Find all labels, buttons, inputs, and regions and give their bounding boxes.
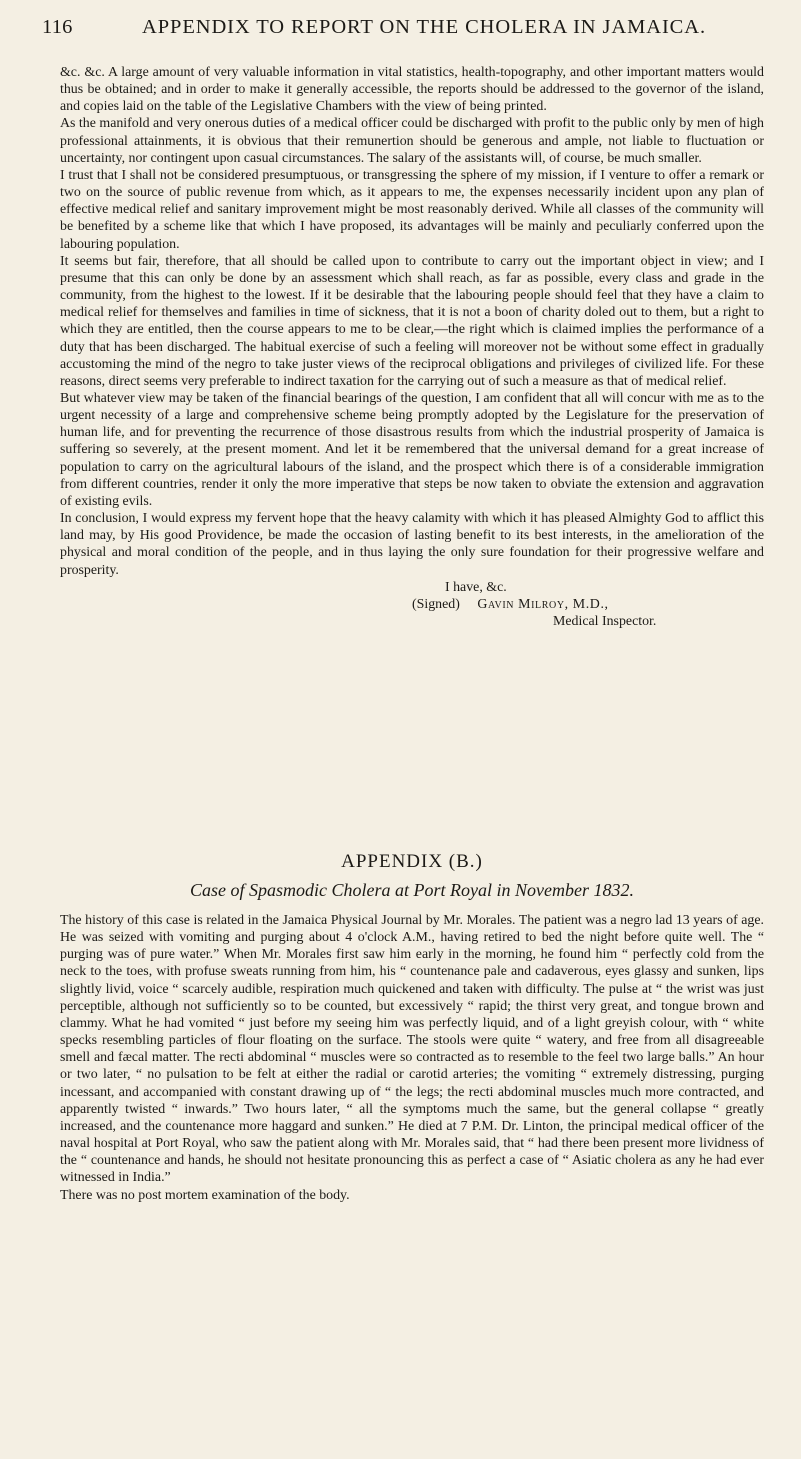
appendix-heading: APPENDIX (B.) [341,851,483,872]
running-header [42,16,764,39]
case-body [60,912,764,1204]
signature-block [60,579,764,630]
signatory-title: Medical Inspector. [553,614,657,629]
paragraph: As the manifold and very onerous duties of a medical officer could be discharged with profit to the public only by men of high professional attainments, it is obvious that their remunertion should be generous and ample, not liable to fluctuation or uncertainty, nor contingent upon casual circumstances. The salary of the assistants will, of course, be much smaller. [60,116,764,166]
report-body [60,64,764,630]
paragraph: It seems but fair, therefore, that all should be called upon to contribute to carry out the important object in view; and I presume that this can only be done by an assessment which shall reach, as far as possible, every class and grade in the community, from the highest to the lowest. If it be desirable that the labouring people should feel that they have a claim to medical relief for themselves and families in time of sickness, that it is not a boon of charity doled out to them, but a right to which they are entitled, then the course appears to me to be clear,—the right which is claimed implies the performance of a duty that has been discharged. The habitual exercise of such a feeling will moreover not be without some effect in gradually accustoming the mind of the negro to take juster views of the reciprocal obligations and privileges of civilized life. For these reasons, direct seems very preferable to indirect taxation for the carrying out of such a measure as that of medical relief. [60,253,764,389]
paragraph: I trust that I shall not be considered presumptuous, or transgressing the sphere of my mission, if I venture to offer a remark or two on the source of public revenue from which, as it appears to me, the expenses necessarily incident upon any plan of effective medical relief and sanitary improvement might be most reasonably derived. While all classes of the community will be benefited by a scheme like that which I have proposed, its advantages will be mainly and peculiarly conferred upon the labouring population. [60,167,764,252]
closing-line: I have, &c. [445,579,507,595]
paragraph: But whatever view may be taken of the financial bearings of the question, I am confident that all will concur with me as to the urgent necessity of a large and comprehensive scheme being promptly adopted by the Legislature for the preservation of human life, and for preventing the recurrence of those disastrous results from which the industrial prosperity of Jamaica is suffering so severely, at the present moment. And let it be remembered that the universal demand for a great increase of population to carry on the agricultural labours of the island, and the prospect which there is of a considerable immigration from different countries, render it only the more imperative that steps be now taken to obviate the extension and aggravation of existing evils. [60,390,764,509]
paragraph: The history of this case is related in the Jamaica Physical Journal by Mr. Morales. The patient was a negro lad 13 years of age. He was seized with vomiting and purging about 4 o'clock A.M., having retired to bed the night before quite well. The “ purging was of pure water.” When Mr. Morales first saw him early in the morning, he found him “ perfectly cold from the neck to the toes, with profuse sweats running from him, his “ countenance pale and cadaverous, eyes glassy and sunken, lips slightly livid, voice “ scarcely audible, respiration much quickened and taken with difficulty. The pulse at “ the wrist was just perceptible, although not sufficiently so to be counted, but excessively “ rapid; the thirst very great, and tongue brown and clammy. What he had vomited “ just before my seeing him was perfectly liquid, and of a light greyish colour, with “ white specks resembling particles of flour floating on the surface. The stools were quite “ watery, and free from all disagreeable smell and fæcal matter. The recti abdominal “ muscles were so contracted as to resemble to the feel two large balls.” An hour or two later, “ no pulsation to be felt at either the radial or carotid arteries; the vomiting “ extremely distressing, purging incessant, and accompanied with constant drawing up of “ the legs; the recti abdominal muscles much more contracted, and apparently twisted “ inwards.” Two hours later, “ all the symptoms much the same, but the general collapse “ greatly increased, and the countenance more haggard and sunken.” He died at 7 P.M. Dr. Linton, the principal medical officer of the naval hospital at Port Royal, who saw the patient along with Mr. Morales said, that “ had there been present more lividness of the “ countenance and hands, he should not hesitate pronouncing this as perfect a case of “ Asiatic cholera as any he had ever witnessed in India.” [60,913,764,1186]
case-title: Case of Spasmodic Cholera at Port Royal in November 1832. [190,880,634,900]
paragraph: There was no post mortem examination of the body. [60,1187,350,1203]
running-title: APPENDIX TO REPORT ON THE CHOLERA IN JAMAICA. [142,16,706,38]
signatory-name: Gavin Milroy, M.D., [477,596,609,612]
paragraph: In conclusion, I would express my fervent hope that the heavy calamity with which it has pleased Almighty God to afflict this land may, by His good Providence, be made the occasion of lasting benefit to its best interests, in the amelioration of the physical and moral condition of the people, and in thus laying the only sure foundation for their progressive welfare and prosperity. [60,511,764,578]
page-number: 116 [42,16,73,38]
signed-label: (Signed) [412,596,460,612]
paragraph: &c. &c. A large amount of very valuable information in vital statistics, health-topography, and other important matters would thus be obtained; and in order to make it generally accessible, the reports should be addressed to the governor of the island, and copies laid on the table of the Legislative Chambers with the view of being printed. [60,65,764,115]
